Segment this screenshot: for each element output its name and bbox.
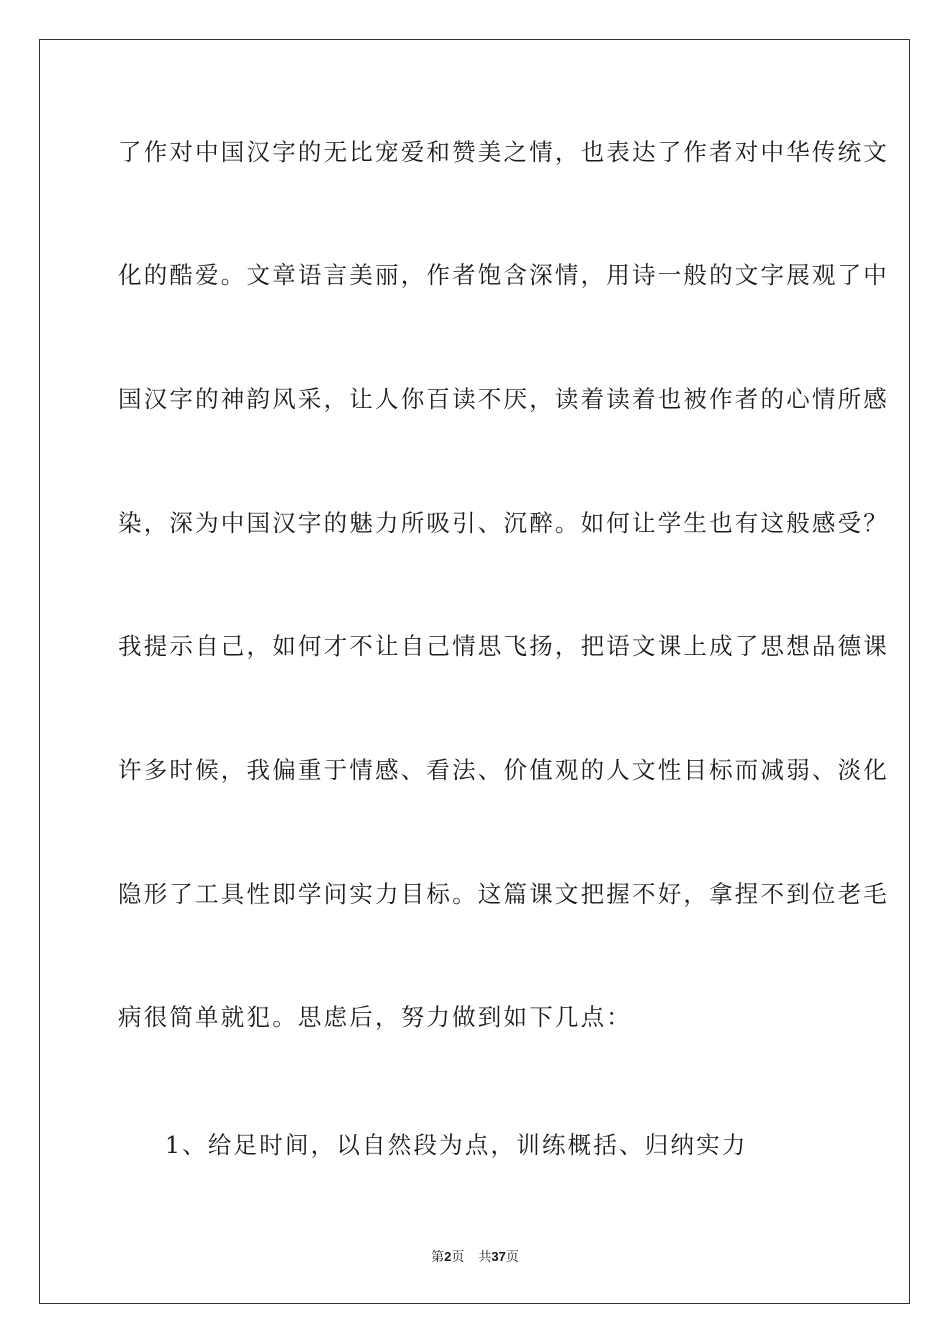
body-text-line-2: 化的酷爱。文章语言美丽，作者饱含深情，用诗一般的文字展观了中 (118, 261, 889, 289)
body-text-line-6: 许多时候，我偏重于情感、看法、价值观的人文性目标而减弱、淡化 (118, 756, 889, 784)
list-item-1: 1、给足时间，以自然段为点，训练概括、归纳实力 (165, 1131, 748, 1159)
body-text-line-8: 病很简单就犯。思虑后，努力做到如下几点： (118, 1003, 632, 1031)
footer-page-suffix: 页 (451, 1250, 465, 1265)
footer-page-current: 2 (444, 1249, 452, 1264)
body-text-line-3: 国汉字的神韵风采，让人你百读不厌，读着读着也被作者的心情所感 (118, 385, 889, 413)
footer-total-prefix: 共 (478, 1250, 492, 1265)
footer-total-suffix: 页 (505, 1250, 519, 1265)
page-footer (0, 1248, 950, 1267)
page-border (39, 39, 910, 1304)
body-text-line-1: 了作对中国汉字的无比宠爱和赞美之情，也表达了作者对中华传统文 (118, 138, 889, 166)
body-text-line-4: 染，深为中国汉字的魅力所吸引、沉醉。如何让学生也有这般感受？ (118, 509, 889, 537)
footer-page-prefix: 第 (431, 1250, 445, 1265)
body-text-line-5: 我提示自己，如何才不让自己情思飞扬，把语文课上成了思想品德课 (118, 632, 889, 660)
footer-page-total: 37 (491, 1249, 506, 1264)
body-text-line-7: 隐形了工具性即学问实力目标。这篇课文把握不好，拿捏不到位老毛 (118, 880, 889, 908)
